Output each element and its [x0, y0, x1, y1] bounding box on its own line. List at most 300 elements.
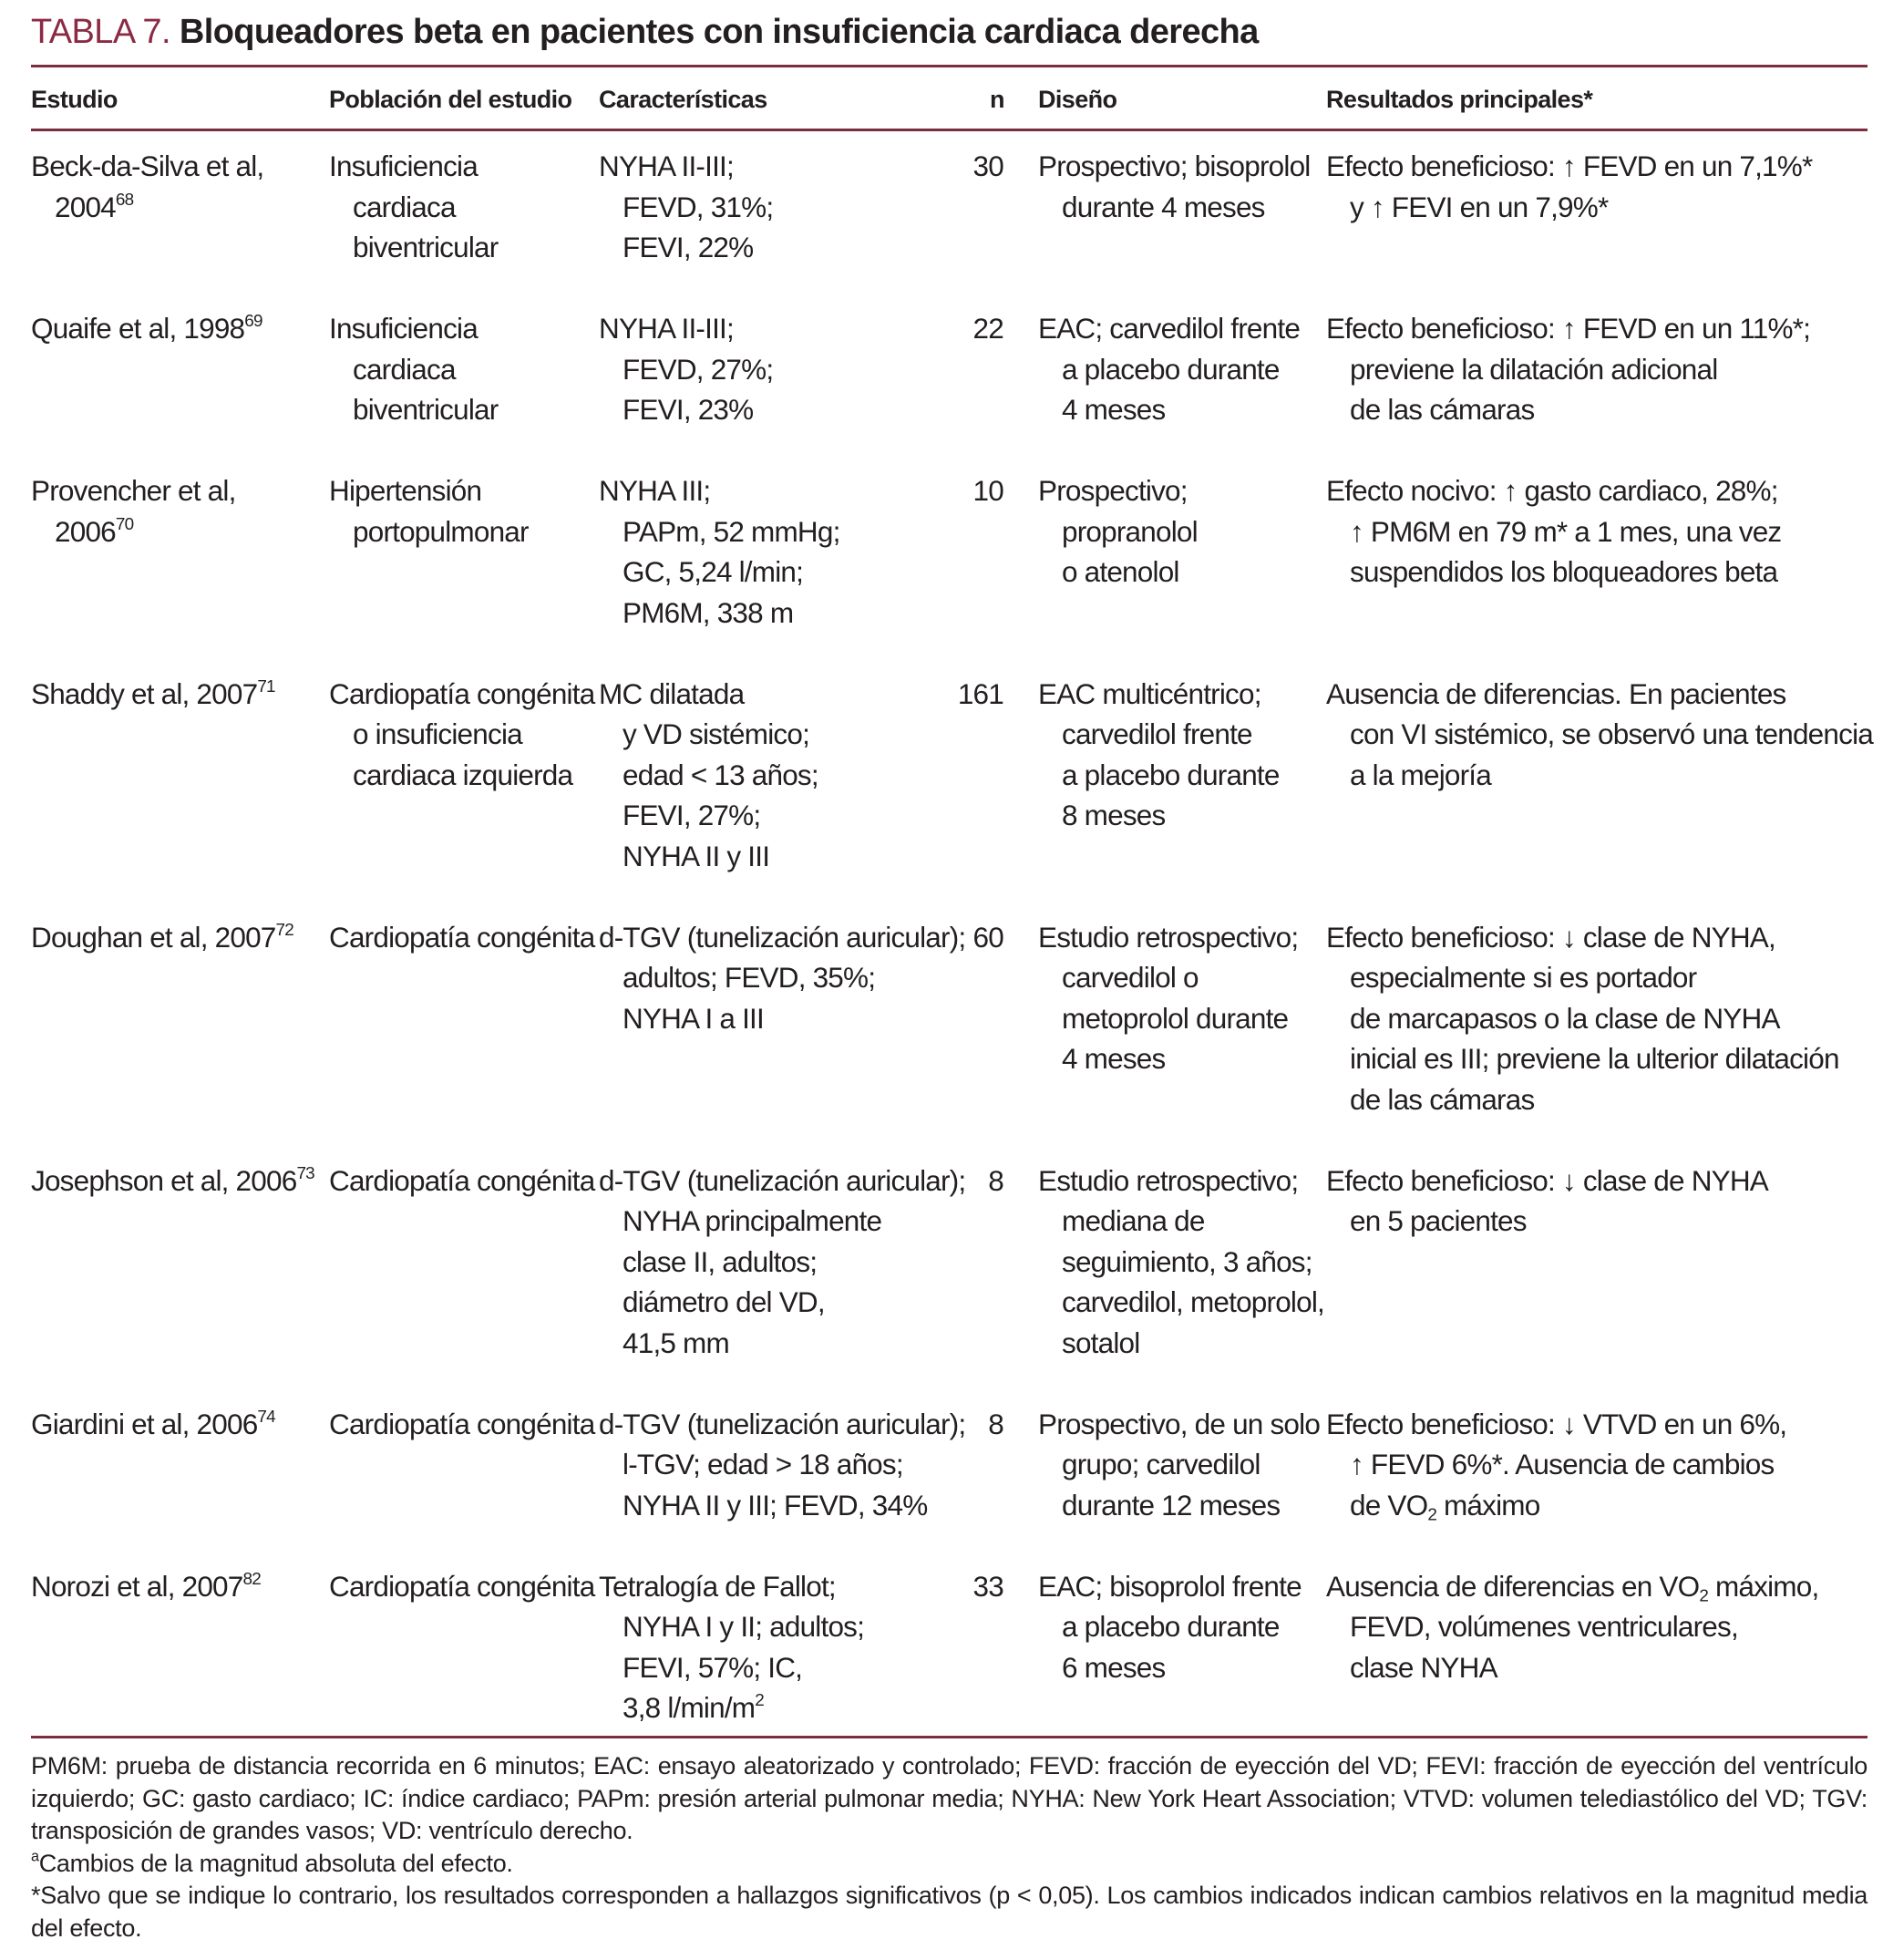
text: carvedilol frente [1062, 717, 1252, 750]
cell-line [1038, 1242, 1324, 1283]
cell-line [329, 389, 498, 430]
text: EAC multicéntrico; [1038, 676, 1261, 710]
cell-line [1038, 389, 1300, 430]
text: sotalol [1062, 1326, 1140, 1359]
cell-line [599, 349, 773, 390]
cell-n [973, 1566, 1003, 1607]
cell-line [599, 1242, 965, 1283]
text: de las cámaras [1350, 393, 1535, 426]
cell-line [329, 1161, 594, 1202]
cell-resultados [1326, 1566, 1818, 1688]
text: a placebo durante [1062, 352, 1280, 386]
cell-line [599, 1282, 965, 1323]
text: y VD sistémico; [623, 717, 810, 750]
cell-line [599, 957, 965, 998]
text: Cardiopatía congénita [329, 1163, 595, 1197]
cell-line [1326, 511, 1781, 552]
text: portopulmonar [353, 514, 529, 548]
text: especialmente si es portador [1350, 961, 1697, 994]
cell-line [329, 511, 529, 552]
text: cardiaca izquierda [353, 758, 573, 791]
footnote-a [31, 1848, 1868, 1881]
cell-poblacion [329, 470, 529, 552]
text: Beck-da-Silva et al, [31, 150, 264, 182]
text: durante 4 meses [1062, 190, 1265, 223]
text: previene la dilatación adicional [1350, 352, 1718, 386]
text: GC, 5,24 l/min; [623, 555, 804, 588]
text: 2006 [55, 514, 116, 548]
text: 41,5 mm [623, 1326, 729, 1359]
text: FEVI, 23% [623, 393, 754, 426]
text: máximo [1436, 1488, 1540, 1522]
cell-line [599, 187, 773, 228]
text: y ↑ FEVI en un 7,9%* [1350, 190, 1609, 223]
bottom-rule [31, 1736, 1868, 1738]
text: Efecto beneficioso: ↓ clase de NYHA [1326, 1163, 1769, 1197]
cell-caracteristicas [599, 308, 773, 430]
text: Quaife et al, 1998 [31, 312, 245, 345]
cell-line [1326, 998, 1839, 1039]
cell-n [973, 146, 1003, 187]
text: clase II, adultos; [623, 1244, 818, 1278]
text: o atenolol [1062, 555, 1179, 588]
cell-line [329, 674, 594, 715]
cell-line [599, 1404, 965, 1445]
text: Cardiopatía congénita [329, 1569, 595, 1603]
text: máximo, [1708, 1569, 1819, 1603]
text: Efecto beneficioso: ↑ FEVD en un 11%*; [1326, 312, 1811, 345]
text: biventricular [353, 231, 499, 263]
table-row [0, 1404, 1883, 1526]
cell-poblacion [329, 308, 498, 430]
cell-diseno [1038, 470, 1198, 593]
cell-line [973, 146, 1003, 187]
text: a placebo durante [1062, 758, 1280, 791]
cell-caracteristicas [599, 917, 965, 1039]
text: grupo; carvedilol [1062, 1448, 1260, 1480]
text: mediana de [1062, 1204, 1205, 1237]
table-row [0, 470, 1883, 633]
cell-line [599, 1444, 965, 1485]
cell-estudio [31, 917, 293, 958]
text: 3,8 l/min/m [623, 1691, 756, 1724]
table-row [0, 674, 1883, 877]
text: 2004 [55, 190, 116, 223]
cell-poblacion [329, 146, 498, 268]
text: NYHA I a III [623, 1001, 764, 1035]
text: 8 meses [1062, 799, 1166, 831]
text: de marcapasos o la clase de NYHA [1350, 1001, 1780, 1035]
cell-n [958, 674, 1003, 715]
text: EAC; bisoprolol frente [1038, 1569, 1302, 1603]
text: o insuficiencia [353, 717, 522, 750]
text: 4 meses [1062, 1042, 1166, 1075]
cell-line [599, 917, 965, 958]
cell-estudio [31, 470, 236, 552]
cell-line [1326, 1404, 1786, 1445]
cell-poblacion [329, 1404, 594, 1445]
cell-line [599, 511, 840, 552]
table-label: TABLA 7. [31, 13, 170, 51]
cell-resultados [1326, 1404, 1786, 1526]
cell-line [988, 1404, 1003, 1445]
text: 60 [972, 920, 1003, 954]
text: 4 meses [1062, 393, 1166, 426]
cell-poblacion [329, 1161, 594, 1202]
cell-line [329, 308, 498, 349]
cell-line [1038, 998, 1298, 1039]
text: PAPm, 52 mmHg; [623, 514, 840, 548]
text: Prospectivo; bisoprolol [1038, 150, 1311, 182]
text: NYHA principalmente [623, 1204, 882, 1237]
cell-poblacion [329, 1566, 594, 1607]
cell-line [599, 836, 818, 877]
cell-line [599, 308, 773, 349]
cell-estudio [31, 1161, 314, 1202]
text: NYHA II-III; [599, 150, 734, 182]
cell-line [599, 795, 818, 836]
text: clase NYHA [1350, 1650, 1497, 1684]
footnotes [31, 1750, 1868, 1945]
cell-line [329, 917, 594, 958]
cell-line [1326, 755, 1873, 796]
cell-line [599, 593, 840, 634]
superscript: 68 [115, 190, 134, 210]
text: durante 12 meses [1062, 1488, 1281, 1522]
cell-line [1038, 1323, 1324, 1364]
text: Hipertensión [329, 474, 482, 507]
cell-line [1326, 1161, 1768, 1202]
cell-line [1326, 1566, 1818, 1607]
cell-n [973, 470, 1003, 511]
text: Cardiopatía congénita [329, 920, 595, 954]
text: FEVI, 22% [623, 231, 754, 263]
cell-resultados [1326, 470, 1781, 593]
cell-line [599, 674, 818, 715]
cell-poblacion [329, 917, 594, 958]
cell-line [599, 1566, 864, 1607]
cell-line [1038, 714, 1280, 755]
text: Doughan et al, 2007 [31, 920, 276, 954]
cell-estudio [31, 1404, 275, 1445]
table-body [0, 146, 1883, 1769]
cell-line [329, 227, 498, 268]
text: FEVI, 57%; IC, [623, 1650, 803, 1684]
text: NYHA II y III; FEVD, 34% [623, 1488, 928, 1522]
text: NYHA III; [599, 474, 711, 507]
cell-caracteristicas [599, 146, 773, 268]
text: seguimiento, 3 años; [1062, 1244, 1312, 1278]
cell-line [1038, 1282, 1324, 1323]
cell-n [973, 308, 1003, 349]
cell-line [1038, 917, 1298, 958]
text: Efecto beneficioso: ↓ clase de NYHA, [1326, 920, 1775, 954]
text: Insuficiencia [329, 150, 478, 182]
cell-line [1038, 1038, 1298, 1079]
superscript: 72 [275, 920, 293, 940]
footnote-abbreviations: PM6M: prueba de distancia recorrida en 6 minutos; EAC: ensayo aleatorizado y controlado; FEVD: fracción de eyección del VD; FEVI: fracción de eyección del ventrículo izquierdo; GC: gasto cardiaco; IC: índice cardiaco; PAPm: presión arterial pulmonar media; NYHA: New York Heart Association; VTVD: volumen telediastólico del VD; TGV: transposición de grandes vasos; VD: ventrículo derecho. [31, 1752, 1868, 1844]
cell-line [599, 1485, 965, 1526]
cell-line [31, 1404, 275, 1445]
text: suspendidos los bloqueadores beta [1350, 555, 1778, 588]
text: cardiaca [353, 352, 456, 386]
cell-line [599, 755, 818, 796]
text: Prospectivo; [1038, 474, 1188, 507]
text: 33 [972, 1569, 1003, 1603]
cell-caracteristicas [599, 1161, 965, 1364]
text: Estudio retrospectivo; [1038, 920, 1299, 954]
text: Efecto nocivo: ↑ gasto cardiaco, 28%; [1326, 474, 1778, 507]
table-caption: Bloqueadores beta en pacientes con insuficiencia cardiaca derecha [179, 13, 1259, 51]
text: Estudio retrospectivo; [1038, 1163, 1299, 1197]
text: 161 [957, 676, 1003, 710]
cell-line [599, 389, 773, 430]
text: 30 [972, 150, 1003, 182]
cell-line [599, 470, 840, 511]
cell-line [329, 146, 498, 187]
text: 8 [988, 1407, 1003, 1440]
cell-line [1326, 187, 1812, 228]
header-poblacion: Población del estudio [329, 86, 572, 113]
text: Provencher et al, [31, 474, 236, 507]
table-title [31, 13, 1259, 52]
text: Ausencia de diferencias en VO [1326, 1569, 1700, 1603]
cell-line [599, 1161, 965, 1202]
text: ↑ FEVD 6%*. Ausencia de cambios [1350, 1448, 1775, 1480]
text: propranolol [1062, 514, 1198, 548]
cell-line [1326, 146, 1812, 187]
text: FEVD, 27%; [623, 352, 774, 386]
text: ↑ PM6M en 79 m* a 1 mes, una vez [1350, 514, 1782, 548]
text: NYHA II-III; [599, 312, 734, 345]
cell-line [329, 755, 594, 796]
text: EAC; carvedilol frente [1038, 312, 1301, 345]
text: a la mejoría [1350, 758, 1491, 791]
text: l-TGV; edad > 18 años; [623, 1448, 903, 1480]
cell-line [329, 1404, 594, 1445]
cell-resultados [1326, 1161, 1768, 1242]
text: Insuficiencia [329, 312, 478, 345]
text: carvedilol o [1062, 961, 1199, 994]
table-row [0, 146, 1883, 268]
superscript: 70 [115, 514, 134, 534]
cell-n [973, 917, 1003, 958]
cell-line [599, 1201, 965, 1242]
cell-line [31, 917, 293, 958]
cell-line [599, 552, 840, 593]
cell-diseno [1038, 1404, 1320, 1526]
text: PM6M, 338 m [623, 595, 794, 629]
cell-line [599, 1687, 864, 1728]
text: a placebo durante [1062, 1610, 1280, 1643]
cell-line [1038, 957, 1298, 998]
cell-line [1038, 470, 1198, 511]
header-caracteristicas: Características [599, 86, 767, 113]
cell-line [1038, 1161, 1324, 1202]
cell-diseno [1038, 1161, 1324, 1364]
cell-line [31, 146, 263, 187]
footnote-a-text: Cambios de la magnitud absoluta del efecto. [38, 1849, 513, 1877]
text: con VI sistémico, se observó una tendencia [1350, 717, 1873, 750]
header-resultados: Resultados principales* [1326, 86, 1593, 113]
cell-diseno [1038, 1566, 1302, 1688]
cell-line [1038, 552, 1198, 593]
header-n: n [990, 86, 1004, 113]
text: diámetro del VD, [623, 1285, 825, 1318]
cell-line [1326, 917, 1839, 958]
cell-line [1326, 1485, 1786, 1526]
text: d-TGV (tunelización auricular); [599, 1407, 966, 1440]
text: 22 [972, 312, 1003, 345]
text: 8 [988, 1163, 1003, 1197]
cell-caracteristicas [599, 1566, 864, 1728]
superscript: 74 [257, 1407, 275, 1427]
cell-line [31, 308, 262, 349]
table-row [0, 308, 1883, 430]
cell-line [599, 1647, 864, 1688]
cell-line [599, 146, 773, 187]
text: cardiaca [353, 190, 456, 223]
text: NYHA I y II; adultos; [623, 1610, 865, 1643]
cell-line [599, 1323, 965, 1364]
table-row [0, 1161, 1883, 1364]
cell-line [599, 227, 773, 268]
superscript: 2 [755, 1690, 764, 1710]
text: edad < 13 años; [623, 758, 818, 791]
cell-line [1326, 389, 1810, 430]
text: Tetralogía de Fallot; [599, 1569, 836, 1603]
cell-line [1038, 1485, 1320, 1526]
cell-line [1326, 470, 1781, 511]
cell-n [988, 1161, 1003, 1202]
cell-resultados [1326, 917, 1839, 1120]
text: inicial es III; previene la ulterior dilatación [1350, 1042, 1839, 1075]
cell-line [1038, 1404, 1320, 1445]
cell-line [1326, 349, 1810, 390]
cell-line [31, 1566, 261, 1607]
cell-line [1038, 674, 1280, 715]
cell-line [1038, 1647, 1302, 1688]
cell-line [599, 1606, 864, 1647]
cell-line [1038, 1444, 1320, 1485]
text: d-TGV (tunelización auricular); [599, 1163, 966, 1197]
cell-line [973, 470, 1003, 511]
cell-resultados [1326, 308, 1810, 430]
table-row [0, 1566, 1883, 1728]
cell-line [1038, 187, 1311, 228]
superscript: 69 [244, 311, 262, 331]
cell-line [1038, 511, 1198, 552]
subscript: 2 [1699, 1586, 1709, 1606]
cell-line [1326, 552, 1781, 593]
text: en 5 pacientes [1350, 1204, 1527, 1237]
cell-line [329, 470, 529, 511]
cell-line [1326, 1606, 1818, 1647]
cell-line [958, 674, 1003, 715]
text: 10 [972, 474, 1003, 507]
text: Giardini et al, 2006 [31, 1407, 258, 1440]
text: FEVI, 27%; [623, 799, 761, 831]
cell-line [1326, 957, 1839, 998]
cell-line [329, 349, 498, 390]
header-estudio: Estudio [31, 86, 118, 113]
cell-diseno [1038, 917, 1298, 1079]
text: de las cámaras [1350, 1082, 1535, 1116]
cell-estudio [31, 1566, 261, 1607]
text: biventricular [353, 393, 499, 426]
cell-line [1038, 755, 1280, 796]
cell-line [1038, 1606, 1302, 1647]
cell-diseno [1038, 674, 1280, 836]
cell-line [599, 714, 818, 755]
top-rule [31, 65, 1868, 67]
superscript: 73 [296, 1163, 314, 1183]
cell-line [329, 1566, 594, 1607]
text: Efecto beneficioso: ↓ VTVD en un 6%, [1326, 1407, 1787, 1440]
cell-line [1038, 795, 1280, 836]
cell-diseno [1038, 308, 1300, 430]
superscript: 82 [242, 1569, 261, 1589]
cell-line [1038, 146, 1311, 187]
cell-line [973, 308, 1003, 349]
text: Prospectivo, de un solo [1038, 1407, 1321, 1440]
text: NYHA II y III [623, 839, 770, 872]
header-diseno: Diseño [1038, 86, 1117, 113]
cell-line [1326, 1201, 1768, 1242]
text: Ausencia de diferencias. En pacientes [1326, 676, 1786, 710]
text: MC dilatada [599, 676, 745, 710]
header-rule [31, 129, 1868, 131]
cell-line [31, 1161, 314, 1202]
footnote-star: *Salvo que se indique lo contrario, los resultados corresponden a hallazgos significativos (p < 0,05). Los cambios indicados indican cambios relativos en la magnitud media del efecto. [31, 1882, 1868, 1942]
cell-caracteristicas [599, 674, 818, 877]
text: 6 meses [1062, 1650, 1166, 1684]
cell-estudio [31, 308, 262, 349]
cell-line [1326, 308, 1810, 349]
text: Norozi et al, 2007 [31, 1569, 243, 1603]
cell-line [31, 470, 236, 511]
cell-poblacion [329, 674, 594, 796]
cell-line [1326, 674, 1873, 715]
text: Josephson et al, 2006 [31, 1163, 297, 1197]
cell-line [1326, 1079, 1839, 1120]
cell-diseno [1038, 146, 1311, 227]
cell-line [1038, 1566, 1302, 1607]
cell-line [599, 998, 965, 1039]
text: Shaddy et al, 2007 [31, 676, 258, 710]
cell-line [31, 187, 263, 228]
cell-estudio [31, 146, 263, 227]
cell-caracteristicas [599, 1404, 965, 1526]
table-row [0, 917, 1883, 1120]
cell-caracteristicas [599, 470, 840, 633]
cell-n [988, 1404, 1003, 1445]
superscript: 71 [257, 676, 275, 696]
text: d-TGV (tunelización auricular); [599, 920, 966, 954]
cell-line [1038, 308, 1300, 349]
cell-line [329, 714, 594, 755]
text: FEVD, volúmenes ventriculares, [1350, 1610, 1738, 1643]
cell-estudio [31, 674, 275, 715]
cell-line [31, 674, 275, 715]
cell-line [31, 511, 236, 552]
cell-line [1326, 714, 1873, 755]
subscript: 2 [1427, 1505, 1437, 1525]
cell-line [1326, 1647, 1818, 1688]
cell-line [1326, 1038, 1839, 1079]
text: Cardiopatía congénita [329, 676, 595, 710]
text: FEVD, 31%; [623, 190, 774, 223]
